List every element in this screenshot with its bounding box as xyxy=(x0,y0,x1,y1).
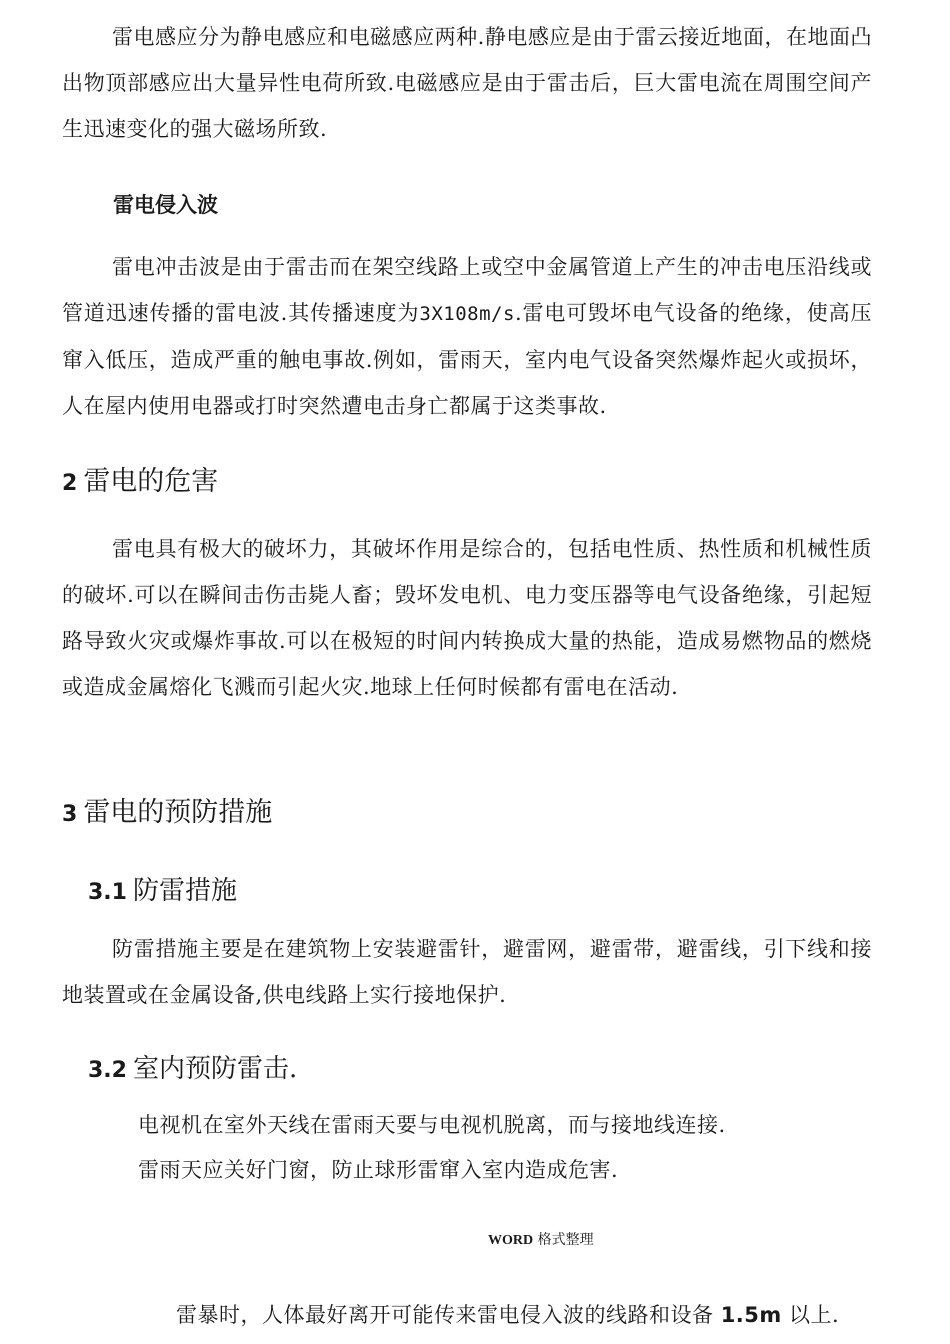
heading-prevention xyxy=(62,795,272,833)
heading-number: 3 xyxy=(62,802,78,827)
paragraph-thunderstorm-distance xyxy=(176,1300,839,1330)
footer-suffix: 格式整理 xyxy=(537,1232,594,1248)
heading-text: 雷电的危害 xyxy=(83,466,219,497)
heading-text: 室内预防雷击. xyxy=(132,1054,298,1084)
wave-text-part1: 雷电冲击波是由于雷击而在架空线路上或空中金属管道上产生的冲击电压沿线或管道迅速传播的雷电波.其传播速度为 xyxy=(62,255,872,325)
heading-text: 雷电的预防措施 xyxy=(83,797,273,828)
indoor-line-windows: 雷雨天应关好门窗，防止球形雷窜入室内造成危害. xyxy=(138,1158,619,1182)
page-footer xyxy=(488,1230,594,1251)
wave-text-part2: .雷电可毁坏电气设备的绝缘，使高压窜入低压，造成严重的触电事故.例如，雷雨天，室内电气设备突然爆炸起火或损坏，人在屋内使用电器或打时突然遭电击身亡都属于这类事故. xyxy=(62,301,872,418)
distance-text-part1: 雷暴时，人体最好离开可能传来雷电侵入波的线路和设备 xyxy=(176,1303,714,1327)
heading-text: 防雷措施 xyxy=(132,876,237,906)
heading-indoor-prevention xyxy=(88,1051,297,1089)
paragraph-harm: 雷电具有极大的破坏力，其破坏作用是综合的，包括电性质、热性质和机械性质的破坏.可以在瞬间击伤击毙人畜；毁坏发电机、电力变压器等电气设备绝缘，引起短路导致火灾或爆炸事故.可以在极短的时间内转换成大量的热能，造成易燃物品的燃烧或造成金属熔化飞溅而引起火灾.地球上任何时候都有雷电在活动. xyxy=(62,537,873,699)
subheading-invasion-wave: 雷电侵入波 xyxy=(113,193,218,217)
paragraph-protection: 防雷措施主要是在建筑物上安装避雷针，避雷网，避雷带，避雷线，引下线和接地装置或在金属设备,供电线路上实行接地保护. xyxy=(62,937,872,1007)
wave-speed: 3X108m/s xyxy=(419,303,515,325)
footer-word: WORD xyxy=(488,1233,534,1248)
paragraph-invasion-wave xyxy=(62,244,872,429)
heading-lightning-harm xyxy=(62,464,218,502)
heading-number: 3.1 xyxy=(88,880,127,905)
distance-text-part2: 以上. xyxy=(788,1303,840,1327)
distance-value: 1.5m xyxy=(720,1303,782,1327)
heading-protection-measures xyxy=(88,873,237,911)
paragraph-induction: 雷电感应分为静电感应和电磁感应两种.静电感应是由于雷云接近地面，在地面凸出物顶部感应出大量异性电荷所致.电磁感应是由于雷击后，巨大雷电流在周围空间产生迅速变化的强大磁场所致. xyxy=(62,25,873,141)
heading-number: 3.2 xyxy=(88,1058,127,1083)
heading-number: 2 xyxy=(62,471,78,496)
indoor-line-tv: 电视机在室外天线在雷雨天要与电视机脱离，而与接地线连接. xyxy=(138,1113,726,1137)
